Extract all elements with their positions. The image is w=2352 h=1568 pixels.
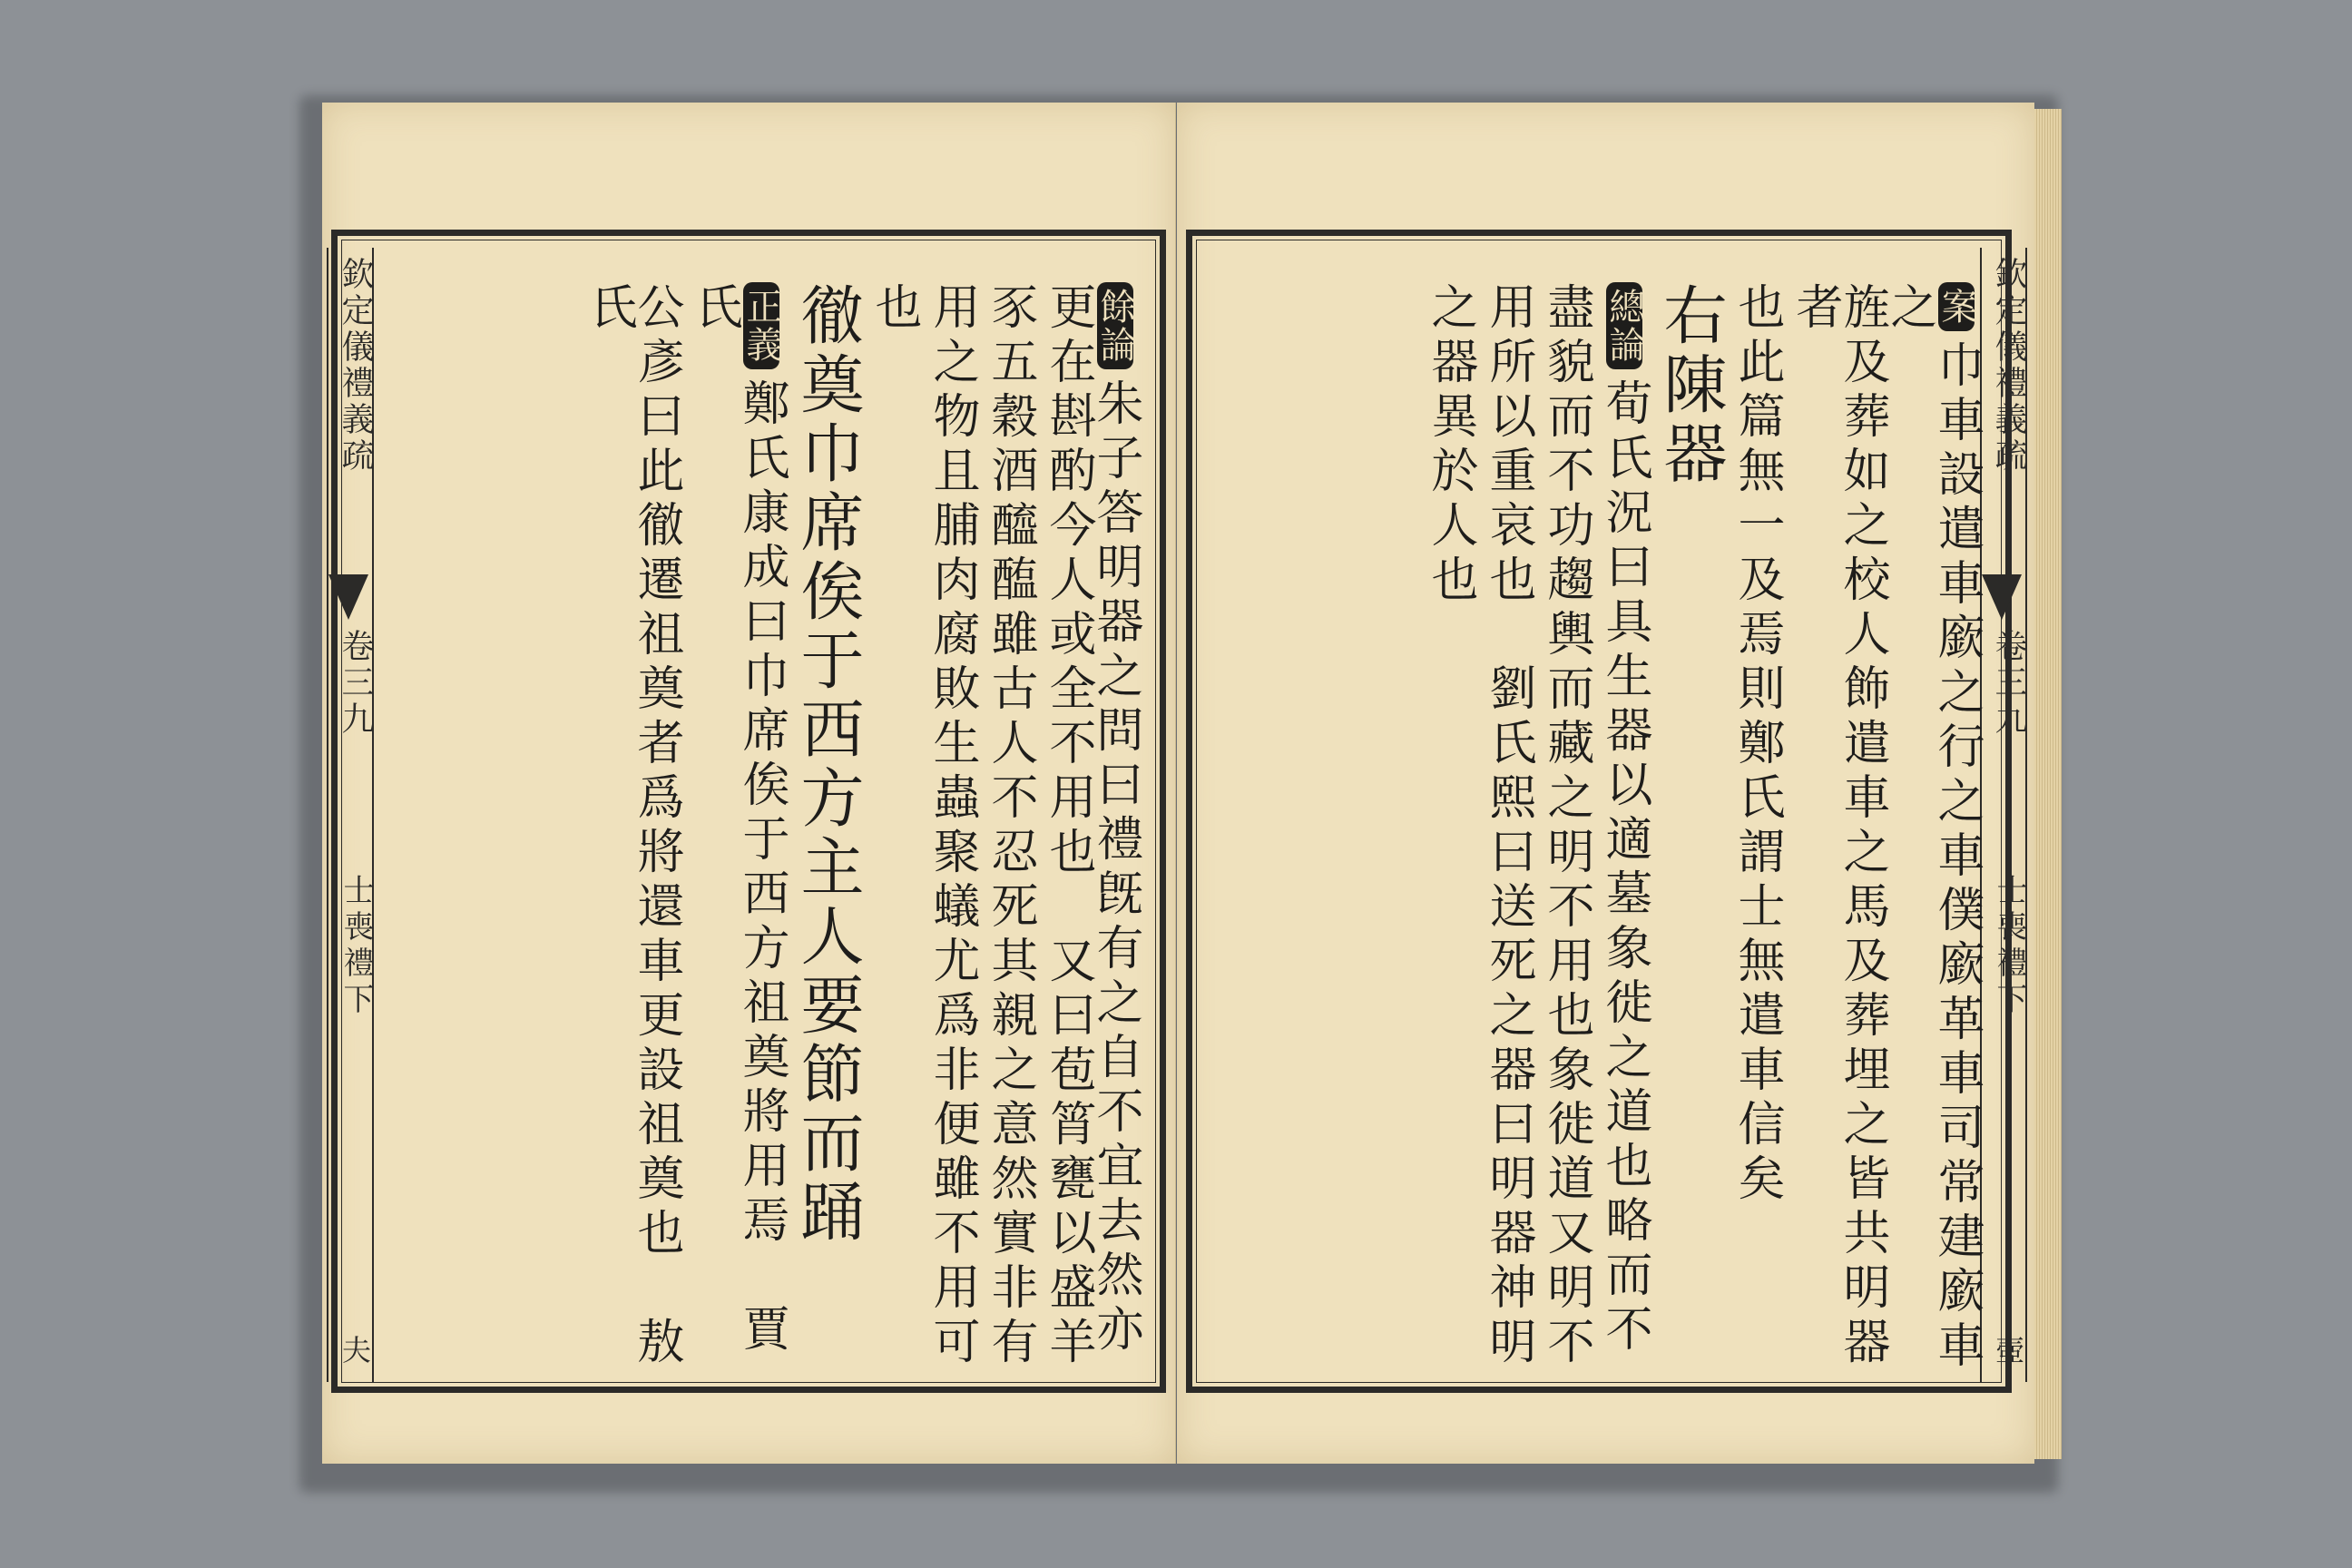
- section-mark: 正義: [743, 282, 779, 369]
- fish-tail-mark: [1982, 574, 2022, 620]
- column-text: 旌及葬如之校人飾遣車之馬及葬埋之皆共明器者: [1788, 282, 1889, 1371]
- column-text: 鄭氏康成曰巾席俟于西方祖奠將用焉 賈氏: [687, 282, 789, 1358]
- text-column: [687, 246, 789, 1409]
- text-column: [1882, 246, 1984, 1409]
- column-text: 更在斟酌今人或全不用也 又曰苞筲甕以盛羊: [1041, 282, 1095, 1371]
- left-margin-title: 欽定儀禮義疏: [337, 257, 374, 475]
- page-edge: [2034, 109, 2062, 1459]
- left-page-block-heart: [327, 248, 374, 1382]
- section-mark: 案: [1938, 282, 1975, 331]
- text-column: [1088, 246, 1142, 1409]
- heading-text: 徹奠巾席俟于西方主人要節而踊: [790, 282, 865, 1248]
- text-column: [925, 246, 979, 1409]
- left-page: [322, 103, 1176, 1464]
- column-text: 巾車設遣車廞之行之車僕廞革車司常建廞車之: [1882, 282, 1984, 1375]
- left-page-text: [422, 246, 1142, 1373]
- right-margin-title: 欽定儀禮義疏: [1990, 257, 2027, 475]
- right-margin-volume: 卷三九: [1990, 629, 2027, 738]
- column-text: 也: [867, 282, 921, 337]
- right-page: [1177, 103, 2034, 1464]
- column-text: 荀氏況曰具生器以適墓象徙之道也略而不: [1597, 378, 1651, 1358]
- section-mark: 餘論: [1097, 282, 1133, 369]
- column-text: 朱子答明器之問曰禮旣有之自不宜去然亦: [1088, 378, 1142, 1358]
- text-column: [1788, 246, 1889, 1409]
- text-column: [867, 246, 921, 1409]
- text-column: [1730, 246, 1784, 1409]
- left-margin-page-number: 夫: [338, 1335, 372, 1364]
- column-text: 也此篇無一及焉則鄭氏謂士無遣車信矣: [1730, 282, 1784, 1208]
- right-margin-section: 士喪禮下: [1991, 874, 2027, 1019]
- text-column: [1423, 246, 1477, 1409]
- column-text: 公彥曰此徹遷祖奠者爲將還車更設祖奠也 敖氏: [582, 282, 683, 1371]
- text-column: [1539, 246, 1593, 1409]
- right-page-text: [1222, 246, 1984, 1375]
- right-page-block-heart: [1980, 248, 2027, 1382]
- left-margin-section: 士喪禮下: [338, 874, 374, 1019]
- text-column: [983, 246, 1037, 1409]
- column-text: 用所以重哀也 劉氏熙曰送死之器曰明器神明: [1481, 282, 1535, 1371]
- heading-text: 右陳器: [1653, 282, 1728, 489]
- column-text: 用之物且脯肉腐敗生蟲聚蟻尤爲非便雖不用可: [925, 282, 979, 1371]
- text-column: [1597, 246, 1651, 1409]
- section-mark: 總論: [1606, 282, 1642, 369]
- heading-column: [1653, 246, 1728, 1409]
- text-column: [1481, 246, 1535, 1409]
- column-text: 豕五穀酒醯醢雖古人不忍死其親之意然實非有: [983, 282, 1037, 1371]
- left-margin-volume: 卷三九: [337, 629, 374, 738]
- fish-tail-mark: [328, 574, 368, 620]
- right-margin-page-number: 壺: [1991, 1335, 2025, 1364]
- text-column: [1041, 246, 1095, 1409]
- heading-column: [790, 246, 865, 1409]
- text-column: [582, 246, 683, 1409]
- column-text: 盡貌而不功趨輿而藏之明不用也象徙道又明不: [1539, 282, 1593, 1371]
- column-text: 之器異於人也: [1423, 282, 1477, 609]
